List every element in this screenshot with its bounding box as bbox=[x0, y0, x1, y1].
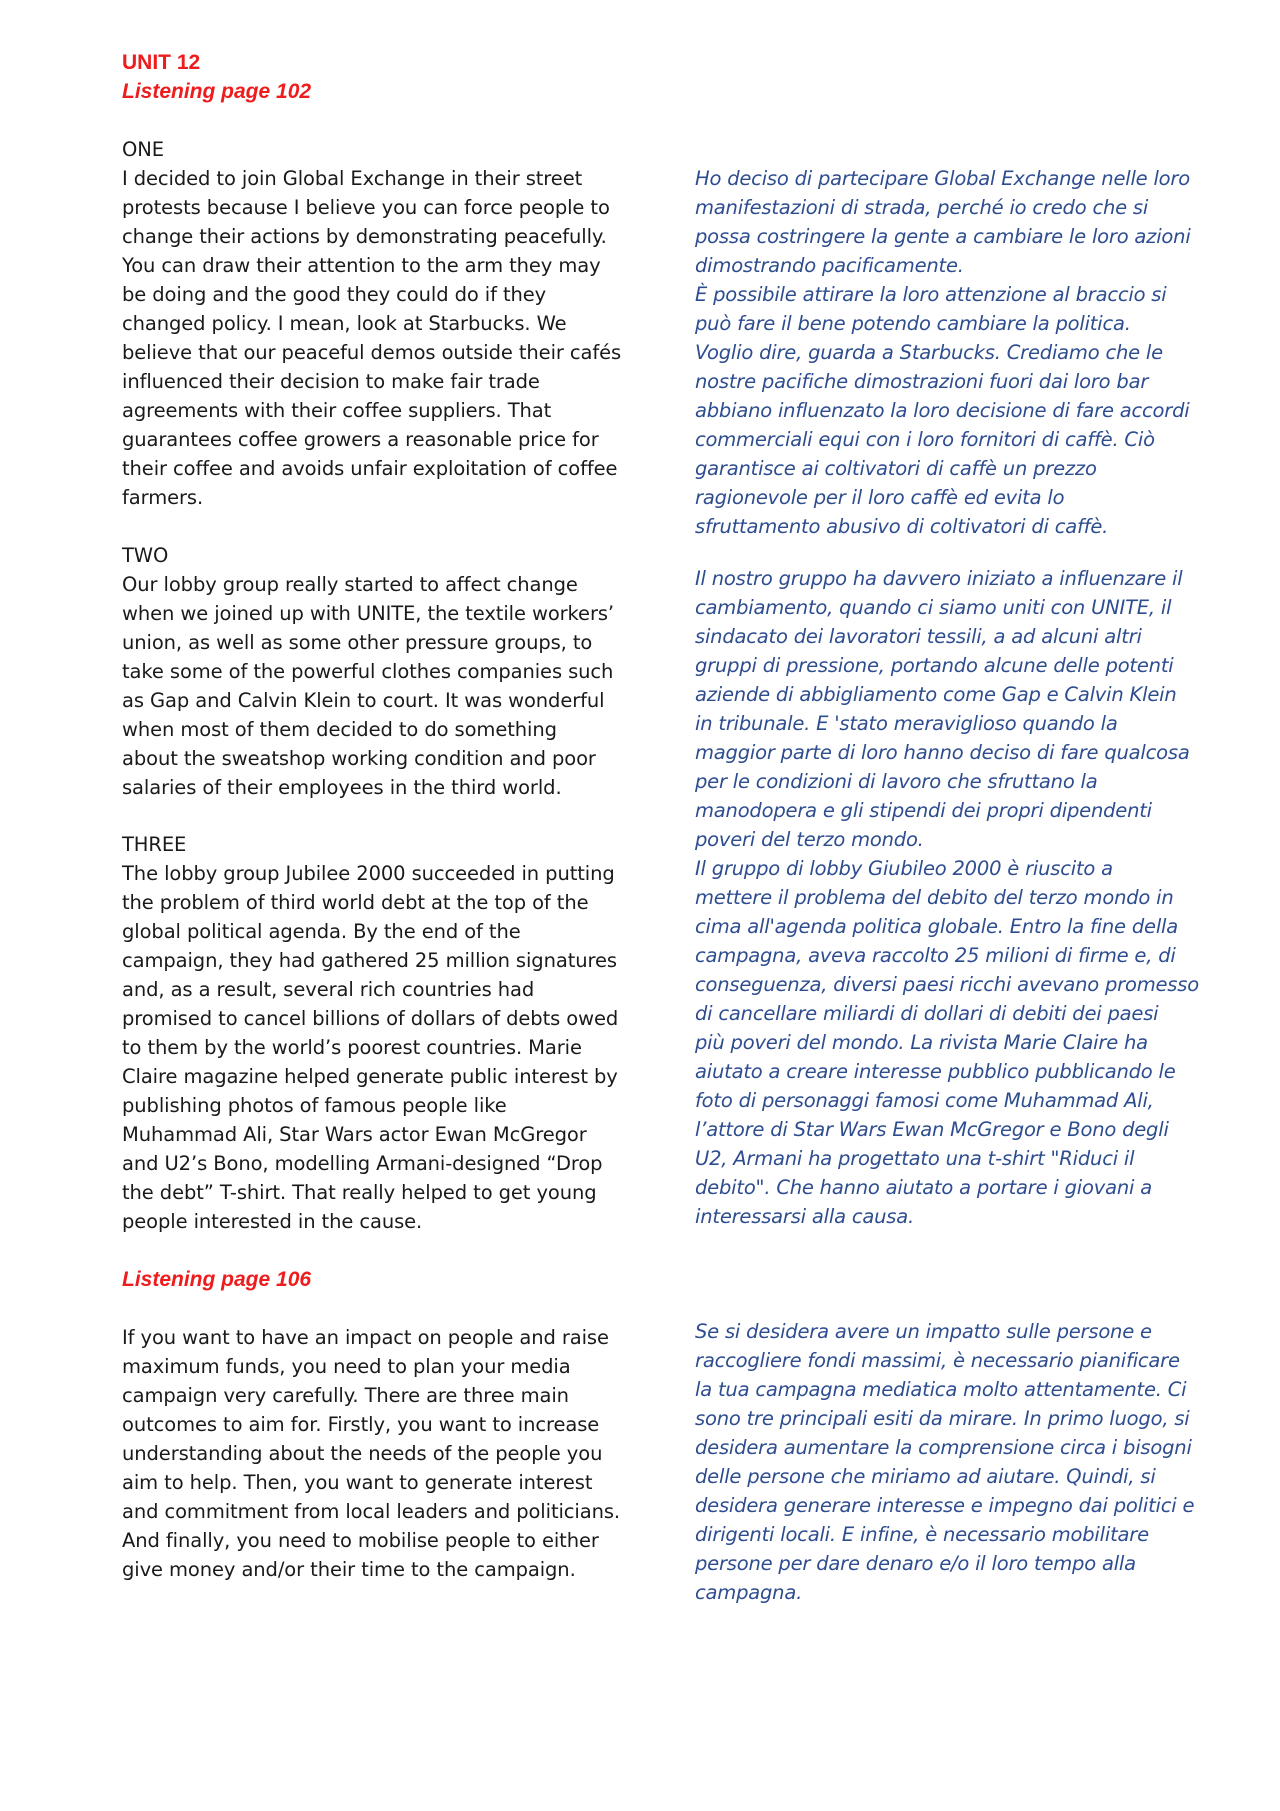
unit-title: UNIT 12 bbox=[122, 51, 201, 74]
text-line: global political agenda. By the end of the bbox=[122, 920, 521, 943]
text-line: maximum funds, you need to plan your media bbox=[122, 1355, 571, 1378]
text-line: and U2’s Bono, modelling Armani-designed “Drop bbox=[122, 1152, 603, 1175]
listening-106-english bbox=[122, 1323, 642, 1584]
text-line: garantisce ai coltivatori di caffè un prezzo bbox=[695, 457, 1097, 480]
text-line: the debt” T-shirt. That really helped to get young bbox=[122, 1181, 597, 1204]
text-line: desidera generare interesse e impegno dai politici e bbox=[695, 1494, 1195, 1517]
text-line: I decided to join Global Exchange in their street bbox=[122, 167, 583, 190]
text-line: If you want to have an impact on people and raise bbox=[122, 1326, 609, 1349]
text-line: in tribunale. E 'stato meraviglioso quando la bbox=[695, 712, 1118, 735]
text-line: raccogliere fondi massimi, è necessario pianificare bbox=[695, 1349, 1180, 1372]
text-line: interessarsi alla causa. bbox=[695, 1205, 914, 1228]
section-two-three-italian bbox=[695, 564, 1215, 1231]
text-line: give money and/or their time to the campaign. bbox=[122, 1558, 576, 1581]
text-line: change their actions by demonstrating peacefully. bbox=[122, 225, 607, 248]
text-line: believe that our peaceful demos outside their cafés bbox=[122, 341, 622, 364]
text-line: as Gap and Calvin Klein to court. It was wonderful bbox=[122, 689, 605, 712]
text-line: dirigenti locali. E infine, è necessario mobilitare bbox=[695, 1523, 1149, 1546]
text-line: when most of them decided to do something bbox=[122, 718, 557, 741]
text-line: Il gruppo di lobby Giubileo 2000 è riuscito a bbox=[695, 857, 1113, 880]
section-one-italian bbox=[695, 164, 1215, 541]
text-line: È possibile attirare la loro attenzione al braccio si bbox=[695, 283, 1167, 306]
listening-102-heading: Listening page 102 bbox=[122, 80, 312, 103]
text-line: aiutato a creare interesse pubblico pubblicando le bbox=[695, 1060, 1176, 1083]
text-line: and, as a result, several rich countries had bbox=[122, 978, 535, 1001]
text-line: The lobby group Jubilee 2000 succeeded in putting bbox=[122, 862, 615, 885]
text-line: campaign, they had gathered 25 million signatures bbox=[122, 949, 617, 972]
text-line: Muhammad Ali, Star Wars actor Ewan McGregor bbox=[122, 1123, 587, 1146]
text-line: sindacato dei lavoratori tessili, a ad alcuni altri bbox=[695, 625, 1142, 648]
text-line: take some of the powerful clothes companies such bbox=[122, 660, 614, 683]
text-line: Our lobby group really started to affect change bbox=[122, 573, 578, 596]
text-line: foto di personaggi famosi come Muhammad Ali, bbox=[695, 1089, 1154, 1112]
text-line: delle persone che miriamo ad aiutare. Quindi, si bbox=[695, 1465, 1156, 1488]
text-line: sono tre principali esiti da mirare. In primo luogo, si bbox=[695, 1407, 1190, 1430]
text-line: manodopera e gli stipendi dei propri dipendenti bbox=[695, 799, 1152, 822]
text-line: cambiamento, quando ci siamo uniti con UNITE, il bbox=[695, 596, 1172, 619]
text-line: poveri del terzo mondo. bbox=[695, 828, 924, 851]
text-line: Il nostro gruppo ha davvero iniziato a influenzare il bbox=[695, 567, 1183, 590]
text-line: Claire magazine helped generate public interest by bbox=[122, 1065, 618, 1088]
section-three-english bbox=[122, 859, 642, 1236]
text-line: debito". Che hanno aiutato a portare i giovani a bbox=[695, 1176, 1152, 1199]
text-line: per le condizioni di lavoro che sfruttano la bbox=[695, 770, 1098, 793]
text-line: outcomes to aim for. Firstly, you want to increase bbox=[122, 1413, 600, 1436]
text-line: campaign very carefully. There are three main bbox=[122, 1384, 569, 1407]
text-line: And finally, you need to mobilise people to either bbox=[122, 1529, 599, 1552]
text-line: aim to help. Then, you want to generate interest bbox=[122, 1471, 593, 1494]
text-line: promised to cancel billions of dollars of debts owed bbox=[122, 1007, 619, 1030]
text-line: changed policy. I mean, look at Starbucks. We bbox=[122, 312, 567, 335]
section-one-label: ONE bbox=[122, 138, 164, 161]
text-line: guarantees coffee growers a reasonable price for bbox=[122, 428, 599, 451]
text-line: Ho deciso di partecipare Global Exchange nelle loro bbox=[695, 167, 1190, 190]
text-line: abbiano influenzato la loro decisione di fare accordi bbox=[695, 399, 1190, 422]
text-line: salaries of their employees in the third world. bbox=[122, 776, 562, 799]
text-line: Voglio dire, guarda a Starbucks. Crediamo che le bbox=[695, 341, 1163, 364]
text-line: campagna, aveva raccolto 25 milioni di firme e, di bbox=[695, 944, 1176, 967]
text-line: desidera aumentare la comprensione circa i bisogni bbox=[695, 1436, 1192, 1459]
text-line: U2, Armani ha progettato una t-shirt "Riduci il bbox=[695, 1147, 1135, 1170]
section-two-english bbox=[122, 570, 642, 802]
text-line: gruppi di pressione, portando alcune delle potenti bbox=[695, 654, 1174, 677]
listening-106-heading: Listening page 106 bbox=[122, 1268, 312, 1291]
text-line: manifestazioni di strada, perché io credo che si bbox=[695, 196, 1149, 219]
text-line: Se si desidera avere un impatto sulle persone e bbox=[695, 1320, 1152, 1343]
text-line: possa costringere la gente a cambiare le loro azioni bbox=[695, 225, 1191, 248]
text-line: di cancellare miliardi di dollari di debiti dei paesi bbox=[695, 1002, 1159, 1025]
text-line: publishing photos of famous people like bbox=[122, 1094, 507, 1117]
text-line: nostre pacifiche dimostrazioni fuori dai loro bar bbox=[695, 370, 1149, 393]
text-line: their coffee and avoids unfair exploitation of coffee bbox=[122, 457, 618, 480]
text-line: ragionevole per il loro caffè ed evita lo bbox=[695, 486, 1065, 509]
text-line: understanding about the needs of the people you bbox=[122, 1442, 603, 1465]
text-line: to them by the world’s poorest countries. Marie bbox=[122, 1036, 582, 1059]
text-line: union, as well as some other pressure groups, to bbox=[122, 631, 593, 654]
text-line: be doing and the good they could do if they bbox=[122, 283, 547, 306]
text-line: la tua campagna mediatica molto attentamente. Ci bbox=[695, 1378, 1187, 1401]
listening-106-italian bbox=[695, 1317, 1215, 1607]
text-line: agreements with their coffee suppliers. That bbox=[122, 399, 552, 422]
text-line: farmers. bbox=[122, 486, 204, 509]
text-line: mettere il problema del debito del terzo mondo in bbox=[695, 886, 1174, 909]
section-one-english bbox=[122, 164, 642, 512]
text-line: commerciali equi con i loro fornitori di caffè. Ciò bbox=[695, 428, 1155, 451]
text-line: about the sweatshop working condition and poor bbox=[122, 747, 596, 770]
text-line: dimostrando pacificamente. bbox=[695, 254, 964, 277]
text-line: conseguenza, diversi paesi ricchi avevano promesso bbox=[695, 973, 1199, 996]
text-line: persone per dare denaro e/o il loro tempo alla bbox=[695, 1552, 1136, 1575]
text-line: the problem of third world debt at the top of the bbox=[122, 891, 589, 914]
text-line: people interested in the cause. bbox=[122, 1210, 423, 1233]
section-two-label: TWO bbox=[122, 544, 169, 567]
text-line: l’attore di Star Wars Ewan McGregor e Bono degli bbox=[695, 1118, 1169, 1141]
text-line: può fare il bene potendo cambiare la politica. bbox=[695, 312, 1131, 335]
text-line: maggior parte di loro hanno deciso di fare qualcosa bbox=[695, 741, 1190, 764]
text-line: protests because I believe you can force people to bbox=[122, 196, 610, 219]
text-line: and commitment from local leaders and politicians. bbox=[122, 1500, 621, 1523]
text-line: You can draw their attention to the arm they may bbox=[122, 254, 601, 277]
text-line: cima all'agenda politica globale. Entro la fine della bbox=[695, 915, 1179, 938]
text-line: campagna. bbox=[695, 1581, 803, 1604]
text-line: when we joined up with UNITE, the textile workers’ bbox=[122, 602, 615, 625]
section-three-label: THREE bbox=[122, 833, 187, 856]
text-line: più poveri del mondo. La rivista Marie Claire ha bbox=[695, 1031, 1148, 1054]
text-line: influenced their decision to make fair trade bbox=[122, 370, 540, 393]
text-line: sfruttamento abusivo di coltivatori di caffè. bbox=[695, 515, 1109, 538]
text-line: aziende di abbigliamento come Gap e Calvin Klein bbox=[695, 683, 1177, 706]
